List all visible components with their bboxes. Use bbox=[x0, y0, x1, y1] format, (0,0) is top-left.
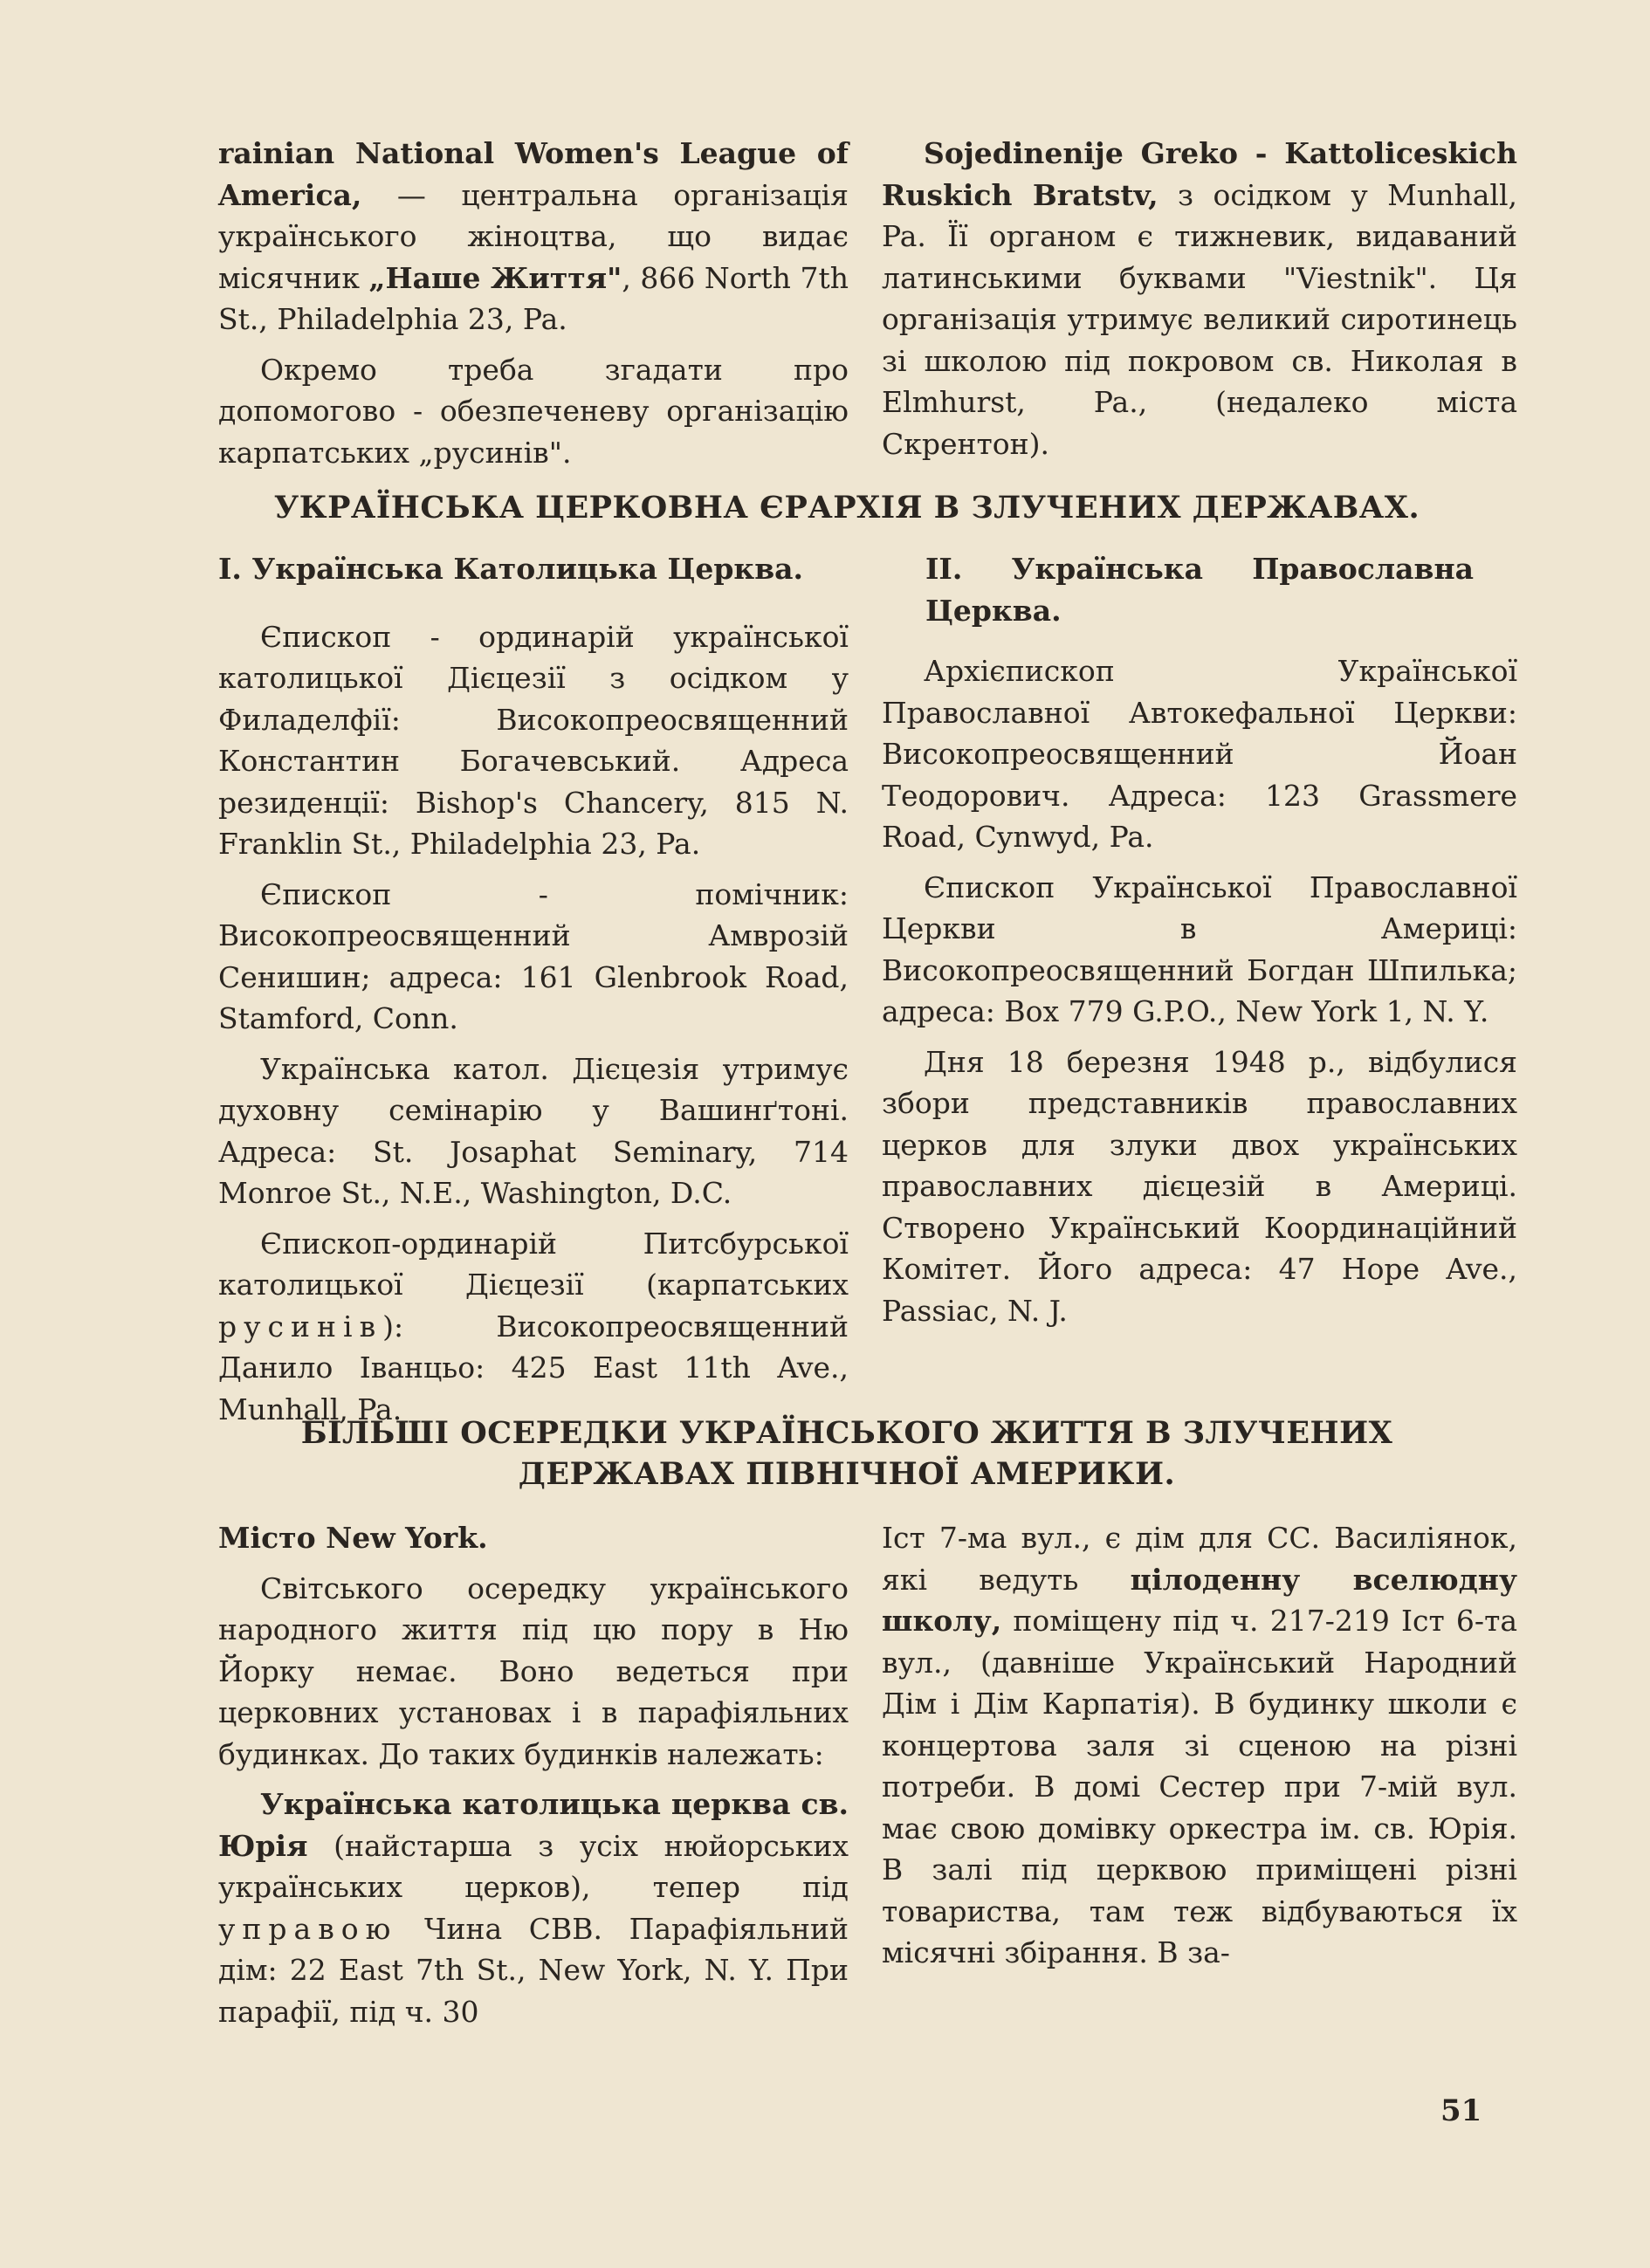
new-york-paragraph-continued: Іст 7-ма вул., є дім для СС. Василіянок, які ведуть цілоденну вселюдну школу, поміщену під ч. 217-219 Іст 6-та вул., (давніше Український Народний Дім і Дім Карпатія). В будинку школи є концертова заля зі сценою на різні потреби. В домі Сестер при 7-мій вул. має свою домівку оркестра ім. св. Юрія. В залі під церквою приміщені різні товариства, там теж відбуваються їх місячні збірання. В за- bbox=[882, 1521, 1517, 1969]
orthodox-column bbox=[882, 548, 1517, 1340]
orthodox-paragraph-2: Єпископ Української Православної Церкви в Америці: Високопреосвященний Богдан Шпилька; адреса: Box 779 G.P.O., New York 1, N. Y. bbox=[882, 869, 1517, 1028]
orthodox-paragraph-3: Дня 18 березня 1948 р., відбулися збори представників православних церков для злуки двох українських православних дієцезій в Америці. Створено Український Координаційний Комітет. Його адреса: 47 Hope Ave., Passiac, N. J. bbox=[882, 1044, 1517, 1328]
catholic-church-title: I. Українська Католицька Церква. bbox=[218, 552, 804, 586]
page-number: 51 bbox=[1440, 2093, 1482, 2128]
new-york-paragraph-2: Українська католицька церква св. Юрія (найстарша з усіх нюйорських українських церков), тепер під управою Чина СВВ. Парафіяльний дім: 22 East 7th St., New York, N. Y. При парафії, під ч. 30 bbox=[218, 1787, 849, 2029]
catholic-paragraph-2: Єпископ - помічник: Високопреосвященний Амврозій Сенишин; адреса: 161 Glenbrook Road, Stamford, Conn. bbox=[218, 876, 849, 1035]
section-heading-centers bbox=[201, 1412, 1493, 1495]
new-york-right-column bbox=[882, 1517, 1517, 1983]
catholic-paragraph-3: Українська катол. Дієцезія утримує духовну семінарію у Вашинґтоні. Адреса: St. Josaphat Seminary, 714 Monroe St., N.E., Washington, D.C. bbox=[218, 1051, 849, 1210]
top-right-column bbox=[882, 133, 1517, 473]
section-heading-centers-line-1: БІЛЬШІ ОСЕРЕДКИ УКРАЇНСЬКОГО ЖИТТЯ В ЗЛУЧЕНИХ bbox=[300, 1415, 1393, 1451]
carpathian-paragraph: Окремо треба згадати про допомогово - обезпеченеву організацію карпатських „русинів". bbox=[218, 352, 849, 470]
section-heading-hierarchy: УКРАЇНСЬКА ЦЕРКОВНА ЄРАРХІЯ В ЗЛУЧЕНИХ ДЕРЖАВАХ. bbox=[273, 490, 1420, 526]
new-york-title: Місто New York. bbox=[218, 1521, 488, 1555]
sojedinenije-paragraph: Sojedinenije Greko - Kattoliceskich Ruskich Bratstv, з осідком у Munhall, Pa. Її органом є тижневик, видаваний латинськими буквами "Viestnik". Ця організація утримує великий сиротинець зі школою під покровом св. Николая в Elmhurst, Pa., (недалеко міста Скрентон). bbox=[882, 136, 1517, 461]
section-heading-centers-line-2: ДЕРЖАВАХ ПІВНІЧНОЇ АМЕРИКИ. bbox=[518, 1456, 1176, 1492]
womens-league-paragraph: rainian National Women's League of America, — центральна організація українського жіноцтва, що видає місячник „Наше Життя", 866 North 7th St., Philadelphia 23, Pa. bbox=[218, 136, 849, 336]
new-york-paragraph-1: Світського осередку українського народного життя під цю пору в Ню Йорку немає. Воно ведеться при церковних установах і в парафіяльних будинках. До таких будинків належать: bbox=[218, 1570, 849, 1771]
catholic-column bbox=[218, 548, 849, 1439]
orthodox-church-title: II. Українська Православна Церква. bbox=[925, 552, 1474, 628]
new-york-left-column bbox=[218, 1517, 849, 2041]
catholic-paragraph-4: Єпископ-ординарій Питсбурської католицької Дієцезії (карпатських русинів): Високопреосвященний Данило Іванцьо: 425 East 11th Ave., Munhall, Pa. bbox=[218, 1226, 849, 1426]
catholic-paragraph-1: Єпископ - ординарій української католицької Дієцезії з осідком у Филаделфії: Високопреосвященний Константин Богачевський. Адреса резиденції: Bishop's Chancery, 815 N. Franklin St., Philadelphia 23, Pa. bbox=[218, 619, 849, 861]
orthodox-paragraph-1: Архієпископ Української Православної Автокефальної Церкви: Високопреосвященний Йоан Теодорович. Адреса: 123 Grassmere Road, Cynwyd, Pa. bbox=[882, 654, 1517, 854]
top-left-column bbox=[218, 133, 849, 482]
